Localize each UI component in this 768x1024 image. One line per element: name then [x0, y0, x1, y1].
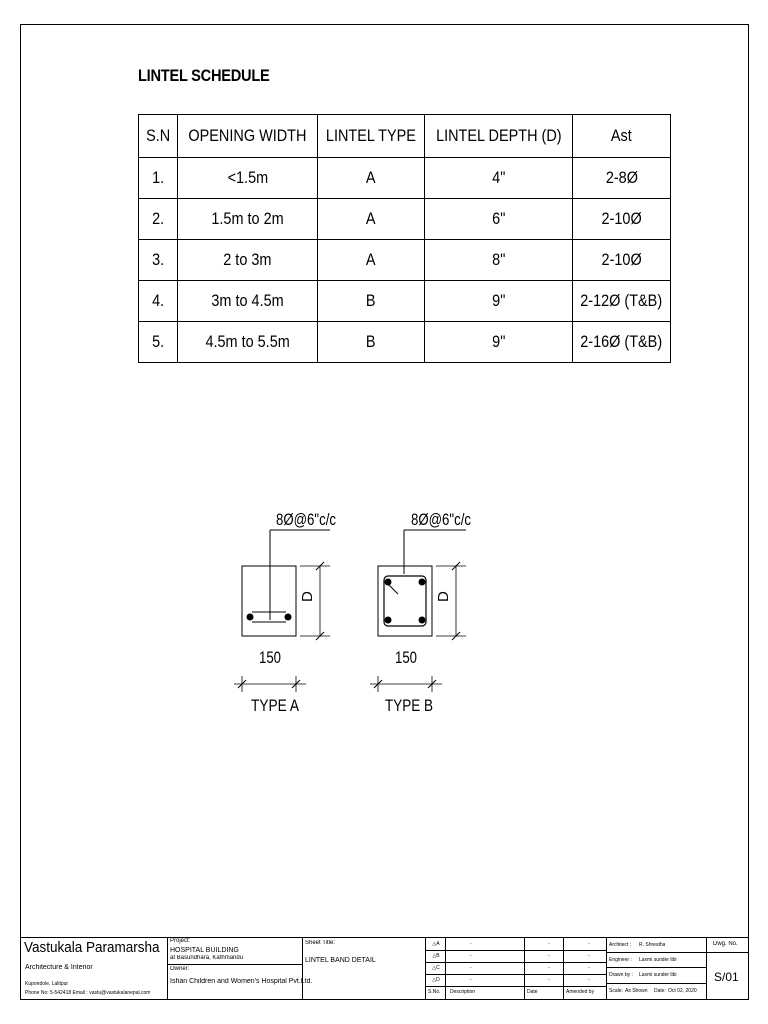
table-row: 1. <1.5m A 4" 2-8Ø: [139, 158, 671, 199]
type-a-stirrup-label: 8Ø@6"c/c: [276, 510, 337, 529]
drawn-by-label: Drawn by :: [609, 972, 633, 978]
table-row: 5. 4.5m to 5.5m B 9" 2-16Ø (T&B): [139, 322, 671, 363]
firm-address: Kupondole, Lalitpur: [25, 981, 69, 987]
header-lintel-depth: LINTEL DEPTH (D): [424, 115, 573, 158]
table-row: 2. 1.5m to 2m A 6" 2-10Ø: [139, 199, 671, 240]
rev-mark: △B: [432, 953, 440, 959]
project-name: HOSPITAL BUILDING: [170, 947, 239, 954]
rev-header-amended-by: Amended by: [566, 989, 595, 995]
type-b-label: TYPE B: [385, 696, 433, 715]
schedule-title: LINTEL SCHEDULE: [138, 66, 270, 85]
scale-label: Scale:: [609, 988, 623, 994]
scale: As Shown: [625, 988, 648, 994]
title-block: Vastukala Paramarsha Architecture & Interior Kupondole, Lalitpur Phone No: 5-542418 Email : vastu@vastukalanepal.com Project: HOSPITAL BUILDING at Basundhara, Kathmandu Owner: Ishan Children and Women's Hospital Pvt.Ltd. Sheet Title: LINTEL BAND DETAIL △A - - - △B - - - △C - - - △D - - - S.No. Description Date Amended by Architect : R. Shrestha Engineer : Laxmi sunder libi Drawn by : Laxmi sunder libi Scale: As Shown Date: Oct 02, 2020 Dwg. No. S/01: [20, 937, 749, 999]
type-a-depth-label: D: [299, 591, 316, 602]
sheet-title-label: Sheet Title:: [305, 940, 336, 946]
project-location: at Basundhara, Kathmandu: [170, 955, 244, 961]
owner-label: Owner:: [170, 966, 190, 972]
rev-mark: △A: [432, 941, 440, 947]
rev-header-description: Description: [450, 989, 476, 995]
type-a-label: TYPE A: [251, 696, 300, 715]
type-b-depth-label: D: [435, 591, 452, 602]
header-opening-width: OPENING WIDTH: [178, 115, 318, 158]
architect: R. Shrestha: [639, 942, 666, 948]
type-b-stirrup-label: 8Ø@6"c/c: [411, 510, 472, 529]
date-label: Date:: [654, 988, 666, 994]
date: Oct 02, 2020: [668, 988, 697, 994]
architect-label: Architect :: [609, 942, 632, 948]
sheet-title: LINTEL BAND DETAIL: [305, 957, 376, 964]
dwg-no: S/01: [714, 970, 739, 984]
rev-mark: △C: [432, 965, 440, 971]
type-b-width-label: 150: [395, 648, 417, 667]
lintel-type-a-section: [234, 510, 336, 715]
header-ast: Ast: [573, 115, 670, 158]
type-a-width-label: 150: [259, 648, 281, 667]
rev-header-sn: S.No.: [428, 989, 441, 995]
rev-header-date: Date: [527, 989, 538, 995]
header-sn: S.N: [139, 115, 178, 158]
engineer: Laxmi sunder libi: [639, 957, 677, 963]
header-lintel-type: LINTEL TYPE: [317, 115, 424, 158]
dwg-no-label: Dwg. No.: [713, 941, 738, 947]
lintel-type-b-section: [370, 510, 471, 715]
drawn-by: Laxmi sunder libi: [639, 972, 677, 978]
firm-contact: Phone No: 5-542418 Email : vastu@vastukalanepal.com: [25, 990, 151, 996]
firm-name: Vastukala Paramarsha: [24, 939, 160, 956]
table-row: 3. 2 to 3m A 8" 2-10Ø: [139, 240, 671, 281]
owner-name: Ishan Children and Women's Hospital Pvt.Ltd.: [170, 978, 313, 985]
firm-tagline: Architecture & Interior: [25, 964, 93, 971]
table-row: 4. 3m to 4.5m B 9" 2-12Ø (T&B): [139, 281, 671, 322]
rev-mark: △D: [432, 977, 440, 983]
engineer-label: Engineer :: [609, 957, 632, 963]
project-label: Project:: [170, 938, 191, 944]
